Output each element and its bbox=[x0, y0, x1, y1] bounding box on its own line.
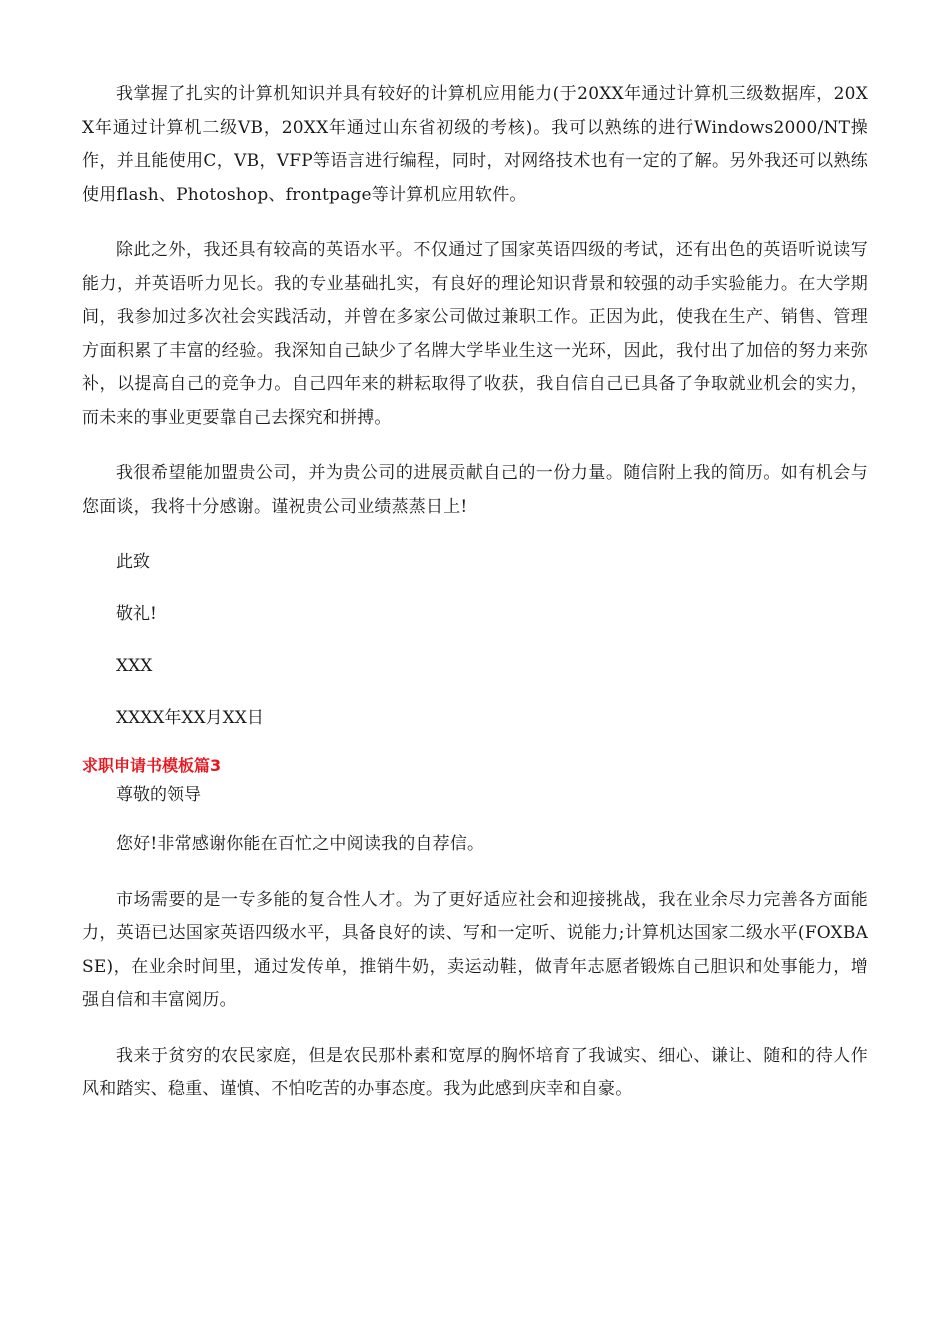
section-heading: 求职申请书模板篇3 bbox=[82, 756, 222, 775]
paragraph-english-skills: 除此之外，我还具有较高的英语水平。不仅通过了国家英语四级的考试，还有出色的英语听说读写能力，并英语听力见长。我的专业基础扎实，有良好的理论知识背景和较强的动手实验能力。在大学期间，我参加过多次社会实践活动，并曾在多家公司做过兼职工作。正因为此，使我在生产、销售、管理方面积累了丰富的经验。我深知自己缺少了名牌大学毕业生这一光环，因此，我付出了加倍的努力来弥补，以提高自己的竞争力。自己四年来的耕耘取得了收获，我自信自己已具备了争取就业机会的实力，而未来的事业更要靠自己去探究和拼搏。 bbox=[82, 240, 868, 428]
signature-date: XXXX年XX月XX日 bbox=[116, 708, 264, 728]
closing-line-1: 此致 bbox=[116, 552, 150, 572]
signature-name: XXX bbox=[116, 656, 153, 676]
section-paragraph-greeting: 您好!非常感谢你能在百忙之中阅读我的自荐信。 bbox=[116, 834, 485, 854]
section-paragraph-skills: 市场需要的是一专多能的复合性人才。为了更好适应社会和迎接挑战，我在业余尽力完善各方面能力，英语已达国家英语四级水平，具备良好的读、写和一定听、说能力;计算机达国家二级水平(FOXBASE)，在业余时间里，通过发传单，推销牛奶，卖运动鞋，做青年志愿者锻炼自己胆识和处事能力，增强自信和丰富阅历。 bbox=[82, 889, 868, 1010]
paragraph-computer-skills: 我掌握了扎实的计算机知识并具有较好的计算机应用能力(于20XX年通过计算机三级数据库，20XX年通过计算机二级VB，20XX年通过山东省初级的考核)。我可以熟练的进行Windows2000/NT操作，并且能使用C，VB，VFP等语言进行编程，同时，对网络技术也有一定的了解。另外我还可以熟练使用flash、Photoshop、frontpage等计算机应用软件。 bbox=[82, 84, 868, 205]
closing-line-2: 敬礼! bbox=[116, 604, 157, 624]
section-salutation: 尊敬的领导 bbox=[116, 785, 201, 805]
section-paragraph-background: 我来于贫穷的农民家庭，但是农民那朴素和宽厚的胸怀培育了我诚实、细心、谦让、随和的待人作风和踏实、稳重、谨慎、不怕吃苦的办事态度。我为此感到庆幸和自豪。 bbox=[82, 1045, 868, 1099]
document-page bbox=[82, 78, 868, 1129]
paragraph-hope: 我很希望能加盟贵公司，并为贵公司的进展贡献自己的一份力量。随信附上我的简历。如有机会与您面谈，我将十分感谢。谨祝贵公司业绩蒸蒸日上! bbox=[82, 463, 868, 517]
